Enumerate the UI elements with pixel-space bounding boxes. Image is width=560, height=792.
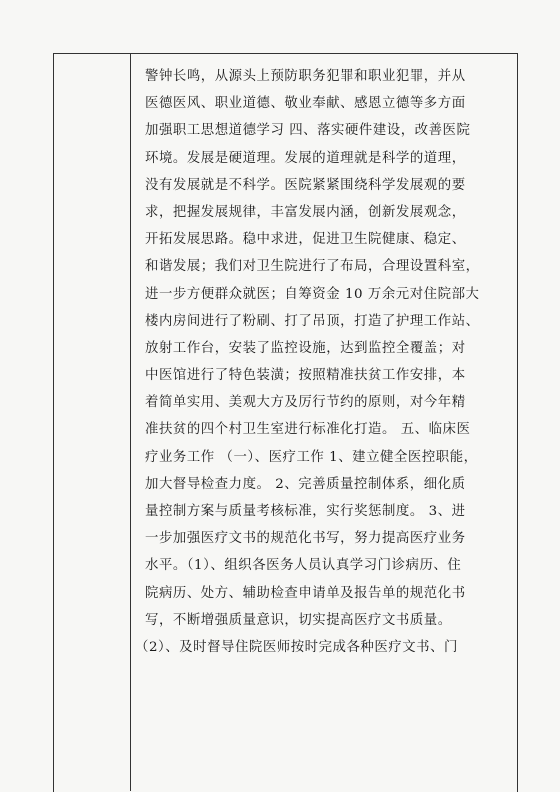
text-line: 加大督导检查力度。 2、完善质量控制体系，细化质: [145, 476, 466, 492]
text-line: 准扶贫的四个村卫生室进行标准化打造。 五、临床医: [145, 422, 471, 438]
text-line: 和谐发展；我们对卫生院进行了布局，合理设置科室，: [145, 259, 480, 275]
text-line: 院病历、处方、辅助检查申请单及报告单的规范化书: [145, 585, 466, 601]
text-line: 加强职工思想道德学习 四、落实硬件建设，改善医院: [145, 123, 471, 139]
text-line: 疗业务工作 （一）、医疗工作 1、建立健全医控职能，: [145, 449, 478, 465]
text-line: （2）、及时督导住院医师按时完成各种医疗文书、门: [135, 639, 459, 655]
text-line: 环境。发展是硬道理。发展的道理就是科学的道理，: [145, 150, 466, 166]
text-line: 楼内房间进行了粉刷、打了吊顶，打造了护理工作站、: [145, 313, 480, 329]
text-line: 量控制方案与质量考核标准，实行奖惩制度。 3、进: [145, 504, 466, 519]
text-line: 没有发展就是不科学。医院紧紧围绕科学发展观的要: [145, 177, 466, 193]
text-line: 放射工作台，安装了监控设施，达到监控全覆盖；对: [145, 340, 466, 356]
text-line: 警钟长鸣，从源头上预防职务犯罪和职业犯罪，并从: [145, 69, 466, 84]
text-line: 求，把握发展规律，丰富发展内涵，创新发展观念，: [145, 204, 466, 220]
report-text: [135, 63, 515, 661]
text-line: 水平。（1）、组织各医务人员认真学习门诊病历、住: [145, 558, 462, 574]
text-line: 写，不断增强质量意识，切实提高医疗文书质量。: [145, 612, 452, 628]
text-line: 着简单实用、美观大方及厉行节约的原则，对今年精: [145, 395, 466, 411]
text-line: 开拓发展思路。稳中求进，促进卫生院健康、稳定、: [145, 232, 466, 248]
text-line: 中医馆进行了特色装潢；按照精准扶贫工作安排，本: [145, 368, 466, 384]
text-line: 医德医风、职业道德、敬业奉献、感恩立德等多方面: [145, 96, 466, 112]
text-line: 进一步方便群众就医；自筹资金 10 万余元对住院部大: [145, 286, 480, 302]
text-line: 一步加强医疗文书的规范化书写，努力提高医疗业务: [145, 531, 466, 547]
column-divider: [130, 53, 131, 791]
